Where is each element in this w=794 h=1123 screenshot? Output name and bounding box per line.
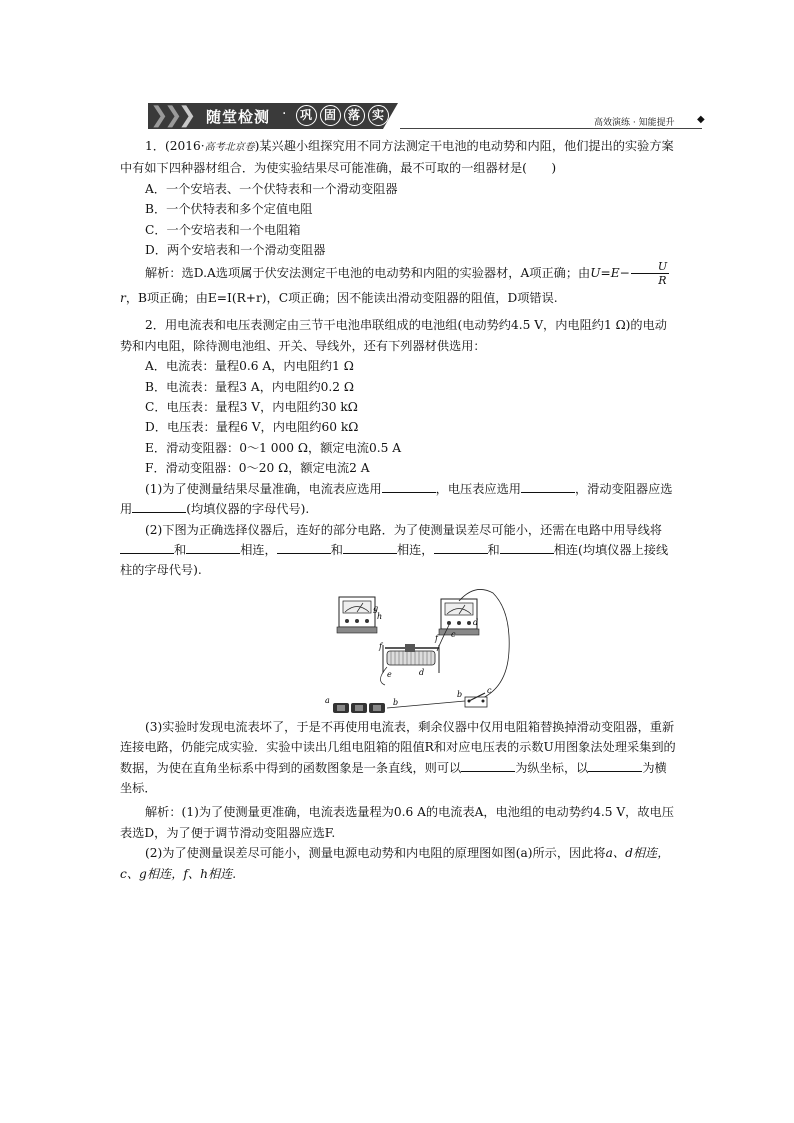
- q1-option-d: D．两个安培表和一个滑动变阻器: [145, 243, 326, 258]
- section-banner: [148, 103, 398, 129]
- switch-icon: [465, 693, 487, 707]
- banner-title: 随堂检测: [206, 108, 271, 126]
- terminal-label: f: [379, 641, 382, 651]
- answer-blank[interactable]: [461, 759, 515, 772]
- circuit-diagram: [325, 581, 525, 717]
- terminal-label: d: [473, 617, 479, 627]
- q2-option-d: D．电压表：量程6 V，内电阻约60 kΩ: [145, 420, 359, 435]
- voltmeter-icon: [439, 599, 479, 635]
- q2-option-f: F．滑动变阻器：0～20 Ω，额定电流2 A: [145, 461, 370, 476]
- header-right-label: 高效演练 · 知能提升: [594, 118, 675, 128]
- answer-blank[interactable]: [434, 541, 488, 554]
- diamond-icon: ◆: [697, 114, 705, 125]
- circuit-figure: [120, 581, 676, 717]
- terminal-label: b: [457, 689, 463, 699]
- terminal-label: h: [377, 611, 383, 621]
- q2-option-a: A．电流表：量程0.6 A，内电阻约1 Ω: [145, 359, 354, 374]
- header-rule: [400, 128, 702, 129]
- banner-subtitle: 巩 固 落 实: [296, 105, 392, 126]
- q2-analysis-1: 解析：(1)为了使测量更准确，电流表选量程为0.6 A的电流表A，电池组的电动势约4.5 V，故电压表选D，为了便于调节滑动变阻器应选F.: [120, 805, 674, 840]
- answer-blank[interactable]: [343, 541, 397, 554]
- q1-analysis: 解析：选D.A选项属于伏安法测定干电池的电动势和内阻的实验器材，A项正确；由U=E− $\frac{U}{R}$ r，B项正确；由E=I(R+r)，C项正确；因不能读出滑动变阻器的阻值，D项错误.: [120, 260, 668, 306]
- answer-blank[interactable]: [521, 480, 575, 493]
- terminal-label: e: [387, 669, 392, 679]
- chevron-right-icon: ❯: [178, 103, 197, 128]
- answer-blank[interactable]: [500, 541, 554, 554]
- terminal-label: g: [373, 603, 379, 613]
- terminal-label: a: [325, 695, 330, 705]
- answer-blank[interactable]: [132, 500, 186, 513]
- answer-blank[interactable]: [186, 541, 240, 554]
- q1-option-c: C．一个安培表和一个电阻箱: [145, 222, 301, 237]
- q1-stem: 1．(2016·高考北京卷)某兴趣小组探究用不同方法测定干电池的电动势和内阻，他们提出的实验方案中有如下四种器材组合．为使实验结果尽可能准确，最不可取的一组器材是( ): [120, 139, 674, 176]
- q2-part2: (2)下图为正确选择仪器后，连好的部分电路．为了使测量误差尽可能小，还需在电路中用导线将和 相连， 和 相连， 和 相连(均填仪器上接线柱的字母代号).: [120, 522, 669, 578]
- q2-part3: (3)实验时发现电流表坏了，于是不再使用电流表，剩余仪器中仅用电阻箱替换掉滑动变阻器，重新连接电路，仍能完成实验．实验中读出几组电阻箱的阻值R和对应电压表的示数U用图象法处理采集到的数据，为使在直角坐标系中得到的函数图象是一条直线，则可以 为纵坐标，以 为横坐标．: [120, 719, 676, 795]
- chevron-right-icon: ❯: [150, 103, 169, 128]
- terminal-label: f: [435, 633, 438, 643]
- q2-option-e: E．滑动变阻器：0～1 000 Ω，额定电流0.5 A: [145, 440, 402, 455]
- terminal-label: c: [451, 629, 456, 639]
- q2-option-b: B．电流表：量程3 A，内电阻约0.2 Ω: [145, 379, 354, 394]
- answer-blank[interactable]: [382, 480, 436, 493]
- ammeter-icon: [337, 597, 377, 633]
- q2-analysis-2: (2)为了使测量误差尽可能小，测量电源电动势和内电阻的原理图如图(a)所示，因此将a、d相连，c、g相连，f、h相连.: [120, 846, 670, 881]
- chevron-right-icon: ❯: [164, 103, 183, 128]
- q2-stem: 2．用电流表和电压表测定由三节干电池串联组成的电池组(电动势约4.5 V，内电阻约1 Ω)的电动势和内电阻，除待测电池组、开关、导线外，还有下列器材供选用：: [120, 318, 667, 353]
- terminal-label: c: [487, 685, 492, 695]
- q2-part1: (1)为了使测量结果尽量准确，电流表应选用 ，电压表应选用 ，滑动变阻器应选用 (均填仪器的字母代号).: [120, 481, 673, 517]
- battery-icon: [333, 703, 385, 713]
- answer-blank[interactable]: [588, 759, 642, 772]
- terminal-label: b: [393, 697, 399, 707]
- q2-option-c: C．电压表：量程3 V，内电阻约30 kΩ: [145, 400, 358, 415]
- answer-blank[interactable]: [120, 541, 174, 554]
- q1-option-a: A．一个安培表、一个伏特表和一个滑动变阻器: [145, 181, 398, 196]
- document-body: [120, 136, 676, 884]
- answer-blank[interactable]: [277, 541, 331, 554]
- rheostat-icon: [383, 644, 439, 673]
- terminal-label: d: [419, 667, 425, 677]
- banner-dot: ·: [282, 106, 287, 122]
- q1-option-b: B．一个伏特表和多个定值电阻: [145, 202, 313, 217]
